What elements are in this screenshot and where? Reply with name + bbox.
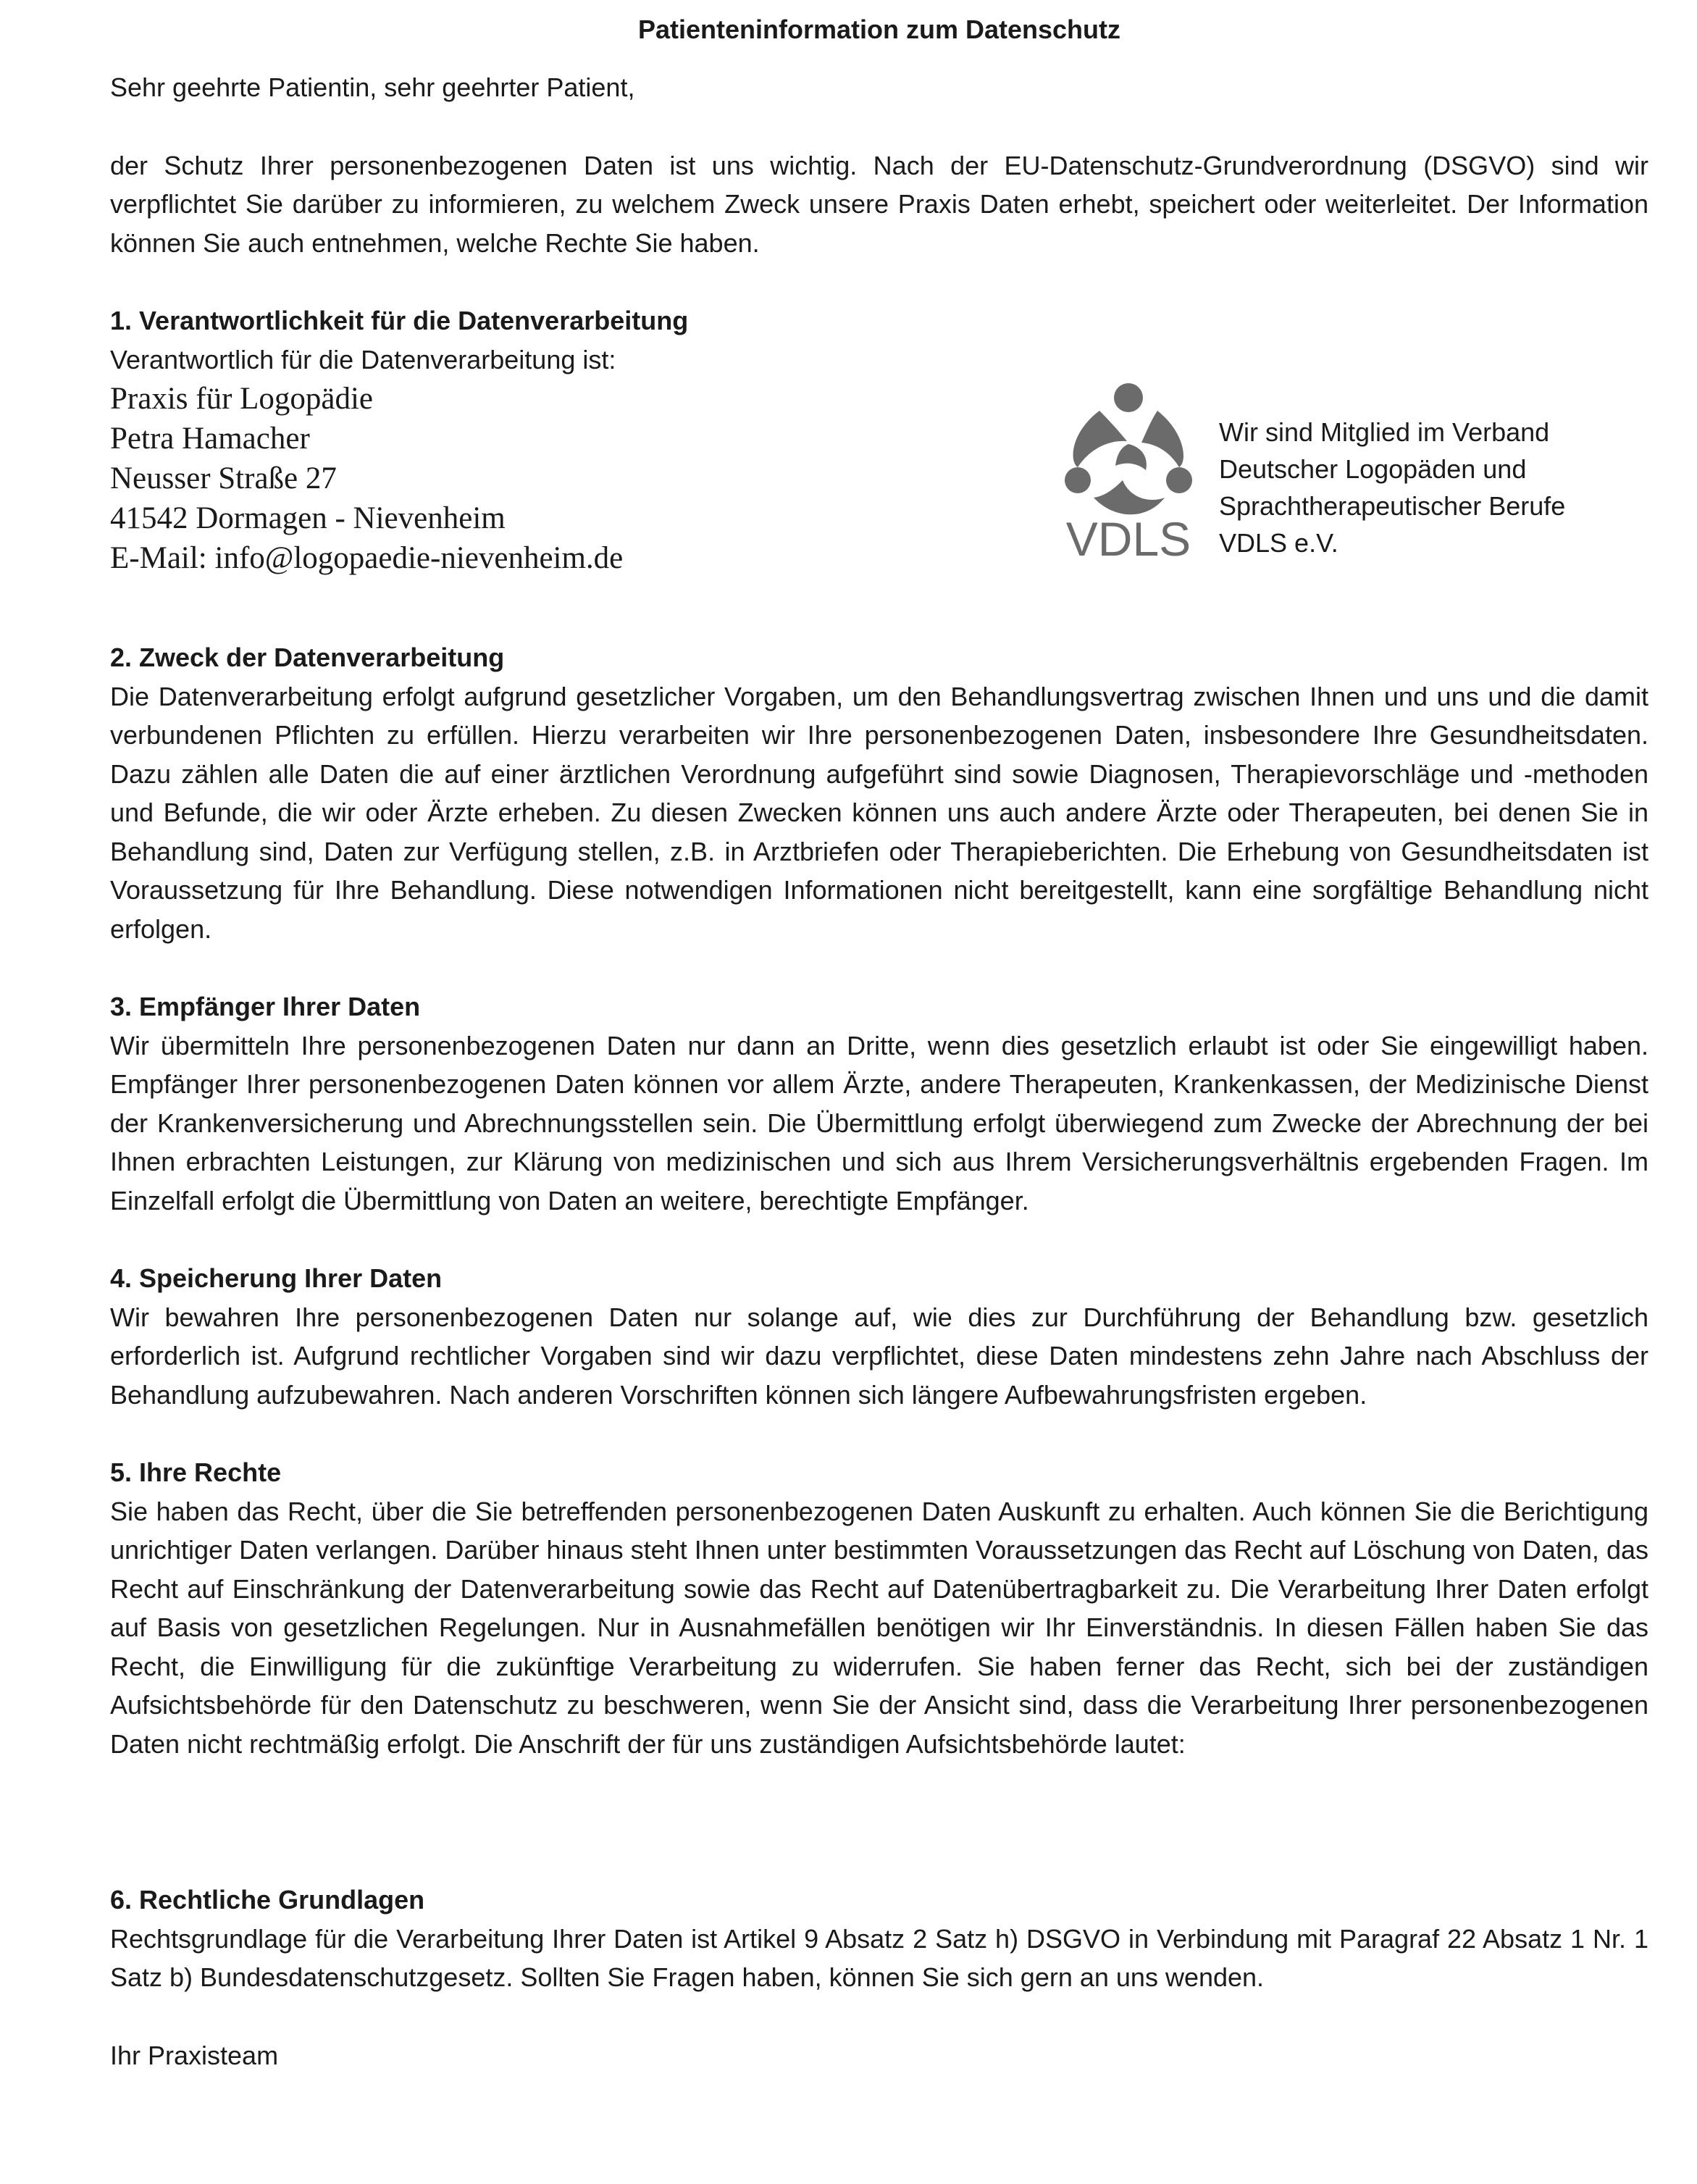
section-2-heading: 2. Zweck der Datenverarbeitung	[110, 643, 505, 672]
section-4-heading: 4. Speicherung Ihrer Daten	[110, 1263, 443, 1293]
address-line-city: 41542 Dormagen - Nievenheim	[110, 501, 506, 535]
address-line-name: Petra Hamacher	[110, 422, 310, 456]
section-2-text: Die Datenverarbeitung erfolgt aufgrund gesetzlicher Vorgaben, um den Behandlungsvertrag zwischen Ihnen und uns und die damit verbundenen Pflichten zu erfüllen. Hierzu verarbeiten wir Ihre personenbezogenen Daten, insbesondere Ihre Gesundheitsdaten. Dazu zählen alle Daten die auf einer ärztlichen Verordnung aufgeführt sind sowie Diagnosen, Therapievorschläge und -methoden und Befunde, die wir oder Ärzte erheben. Zu diesen Zwecken können uns auch andere Ärzte oder Therapeuten, bei denen Sie in Behandlung sind, Daten zur Verfügung stellen, z.B. in Arztbriefen oder Therapieberichten. Die Erhebung von Gesundheitsdaten ist Voraussetzung für Ihre Behandlung. Diese notwendigen Informationen nicht bereitgestellt, kann eine sorgfältige Behandlung nicht erfolgen.	[110, 681, 1648, 944]
address-line-email: E-Mail: info@logopaedie-nievenheim.de	[110, 541, 624, 575]
vdls-logo-icon	[1056, 382, 1201, 563]
section-purpose	[110, 638, 1648, 948]
document-title: Patienteninformation zum Datenschutz	[637, 14, 1121, 44]
section-3-text: Wir übermitteln Ihre personenbezogenen Daten nur dann an Dritte, wenn dies gesetzlich erlaubt ist oder Sie eingewilligt haben. Empfänger Ihrer personenbezogenen Daten können vor allem Ärzte, andere Therapeuten, Krankenkassen, der Medizinische Dienst der Krankenversicherung und Abrechnungsstellen sein. Die Übermittlung erfolgt überwiegend zum Zwecke der Abrechnung der bei Ihnen erbrachten Leistungen, zur Klärung von medizinischen und sich aus Ihrem Versicherungsverhältnis ergebenden Fragen. Im Einzelfall erfolgt die Übermittlung von Daten an weitere, berechtigte Empfänger.	[110, 1030, 1648, 1216]
membership-text	[1219, 414, 1565, 561]
document-page	[110, 10, 1648, 2075]
section-rights	[110, 1453, 1648, 1763]
section-5-text: Sie haben das Recht, über die Sie betreffenden personenbezogenen Daten Auskunft zu erhalten. Auch können Sie die Berichtigung unrichtiger Daten verlangen. Darüber hinaus steht Ihnen unter bestimmten Voraussetzungen das Recht auf Löschung von Daten, das Recht auf Einschränkung der Datenverarbeitung sowie das Recht auf Datenübertragbarkeit zu. Die Verarbeitung Ihrer Daten erfolgt auf Basis von gesetzlichen Regelungen. Nur in Ausnahmefällen benötigen wir Ihr Einverständnis. In diesen Fällen haben Sie das Recht, die Einwilligung für die zukünftige Verarbeitung zu widerrufen. Sie haben ferner das Recht, sich bei der zuständigen Aufsichtsbehörde für den Datenschutz zu beschweren, wenn Sie der Ansicht sind, dass die Verarbeitung Ihrer personenbezogenen Daten nicht rechtmäßig erfolgt. Die Anschrift der für uns zuständigen Aufsichtsbehörde lautet:	[110, 1496, 1648, 1759]
salutation: Sehr geehrte Patientin, sehr geehrter Patient,	[110, 72, 635, 102]
section-5-heading: 5. Ihre Rechte	[110, 1457, 282, 1487]
section-storage	[110, 1259, 1648, 1414]
section-6-heading: 6. Rechtliche Grundlagen	[110, 1885, 425, 1915]
section-6-text: Rechtsgrundlage für die Verarbeitung Ihrer Daten ist Artikel 9 Absatz 2 Satz h) DSGVO in Verbindung mit Paragraf 22 Absatz 1 Nr. 1 Satz b) Bundesdatenschutzgesetz. Sollten Sie Fragen haben, können Sie sich gern an uns wenden.	[110, 1923, 1648, 1992]
section-4-text: Wir bewahren Ihre personenbezogenen Daten nur solange auf, wie dies zur Durchführung der Behandlung bzw. gesetzlich erforderlich ist. Aufgrund rechtlicher Vorgaben sind wir dazu verpflichtet, diese Daten mindestens zehn Jahre nach Abschluss der Behandlung aufzubewahren. Nach anderen Vorschriften können sich längere Aufbewahrungsfristen ergeben.	[110, 1302, 1648, 1410]
address-line-practice: Praxis für Logopädie	[110, 382, 374, 416]
practice-address	[110, 379, 623, 578]
section-3-heading: 3. Empfänger Ihrer Daten	[110, 992, 421, 1021]
closing-signature: Ihr Praxisteam	[110, 2040, 279, 2070]
membership-line-4: VDLS e.V.	[1219, 528, 1338, 558]
address-line-street: Neusser Straße 27	[110, 461, 337, 495]
section-responsibility	[110, 301, 1648, 638]
membership-line-3: Sprachtherapeutischer Berufe	[1219, 491, 1566, 521]
intro-paragraph: der Schutz Ihrer personenbezogenen Daten ist uns wichtig. Nach der EU-Datenschutz-Grundverordnung (DSGVO) sind wir verpflichtet Sie darüber zu informieren, zu welchem Zweck unsere Praxis Daten erhebt, speichert oder weiterleitet. Der Information können Sie auch entnehmen, welche Rechte Sie haben.	[110, 150, 1648, 258]
section-1-intro: Verantwortlich für die Datenverarbeitung ist:	[110, 344, 616, 375]
membership-line-1: Wir sind Mitglied im Verband	[1219, 417, 1550, 447]
section-recipients	[110, 987, 1648, 1220]
vdls-logo-text: VDLS	[1065, 512, 1191, 563]
section-1-heading: 1. Verantwortlichkeit für die Datenverarbeitung	[110, 306, 689, 335]
section-legal-basis	[110, 1880, 1648, 1997]
membership-block	[1056, 382, 1650, 570]
membership-line-2: Deutscher Logopäden und	[1219, 454, 1527, 484]
